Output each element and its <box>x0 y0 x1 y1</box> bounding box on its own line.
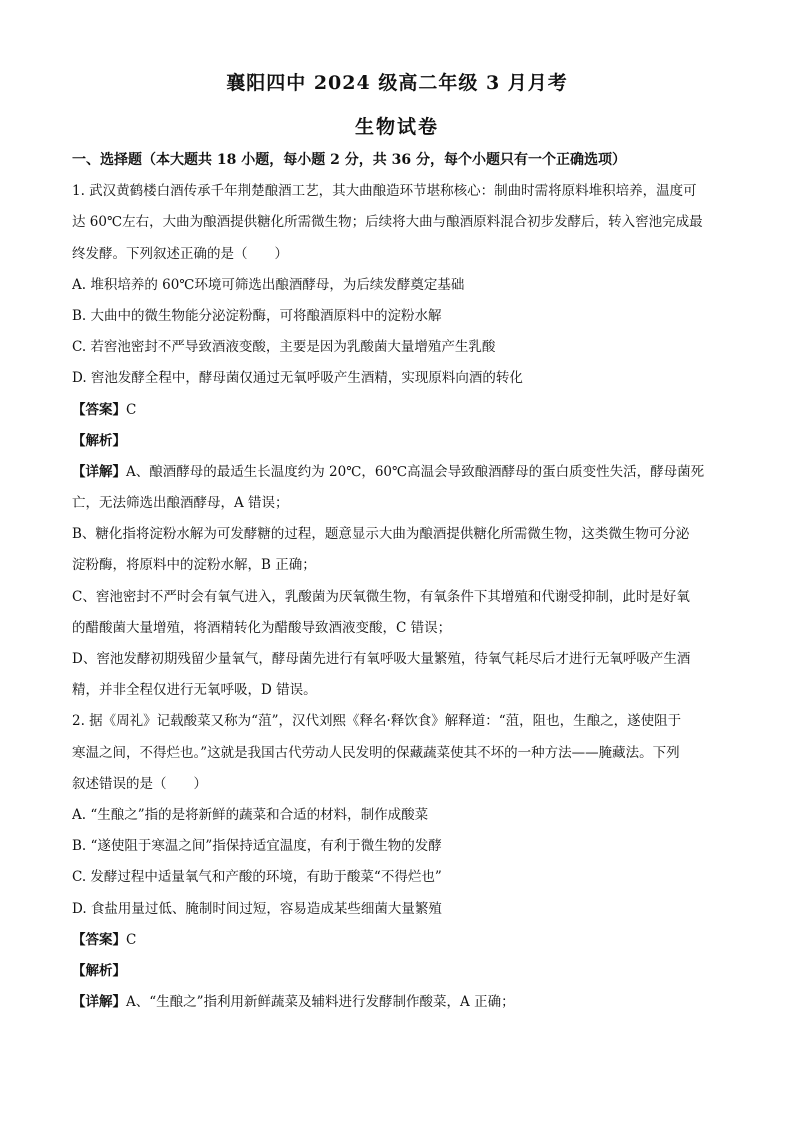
detail-text: A、“生酿之”指利用新鲜蔬菜及辅料进行发酵制作酸菜，A 正确； <box>126 994 515 1011</box>
answer-label: 【答案】 <box>72 401 126 418</box>
q1-detail-line: 淀粉酶，将原料中的淀粉水解，B 正确； <box>72 557 316 574</box>
q2-option-b: B. “遂使阻于寒温之间”指保持适宜温度，有利于微生物的发酵 <box>72 838 442 855</box>
exam-title: 襄阳四中 2024 级高二年级 3 月月考 <box>226 72 568 94</box>
q1-stem-line: 1. 武汉黄鹤楼白酒传承千年荆楚酿酒工艺，其大曲酿造环节堪称核心：制曲时需将原料堆积培养，温度可 <box>72 183 697 200</box>
q1-option-b: B. 大曲中的微生物能分泌淀粉酶，可将酿酒原料中的淀粉水解 <box>72 307 442 324</box>
q2-stem-line: 叙述错误的是（ ） <box>72 775 207 792</box>
q1-detail-line <box>72 462 724 493</box>
q2-analysis-label: 【解析】 <box>72 962 126 979</box>
q2-detail-line <box>72 992 724 1023</box>
q1-analysis-label: 【解析】 <box>72 432 126 449</box>
section-heading: 一、选择题（本大题共 18 小题，每小题 2 分，共 36 分，每个小题只有一个正确选项） <box>72 152 626 168</box>
answer-label: 【答案】 <box>72 931 126 948</box>
q1-stem-line: 达 60℃左右，大曲为酿酒提供糖化所需微生物；后续将大曲与酿酒原料混合初步发酵后，转入窖池完成最 <box>72 214 703 231</box>
q1-stem-line: 终发酵。下列叙述正确的是（ ） <box>72 245 288 262</box>
q1-detail-line: 亡，无法筛选出酿酒酵母，A 错误； <box>72 495 289 512</box>
q1-detail-line: B、糖化指将淀粉水解为可发酵糖的过程，题意显示大曲为酿酒提供糖化所需微生物，这类微生物可分泌 <box>72 526 690 543</box>
q2-option-a: A. “生酿之”指的是将新鲜的蔬菜和合适的材料，制作成酸菜 <box>72 806 429 823</box>
q2-answer <box>72 930 724 961</box>
document-body <box>72 150 724 1023</box>
exam-subtitle: 生物试卷 <box>354 116 439 138</box>
detail-label: 【详解】 <box>72 994 126 1011</box>
q1-option-d: D. 窖池发酵全程中，酵母菌仅通过无氧呼吸产生酒精，实现原料向酒的转化 <box>72 370 523 387</box>
q1-option-a: A. 堆积培养的 60℃环境可筛选出酿酒酵母，为后续发酵奠定基础 <box>72 276 465 293</box>
q1-answer <box>72 400 724 431</box>
q2-stem-line: 寒温之间，不得烂也。”这就是我国古代劳动人民发明的保藏蔬菜使其不坏的一种方法——腌藏法。下列 <box>72 744 680 761</box>
q1-detail-line: 精，并非全程仅进行无氧呼吸，D 错误。 <box>72 682 317 699</box>
q2-option-c: C. 发酵过程中适量氧气和产酸的环境，有助于酸菜“不得烂也” <box>72 869 442 886</box>
q1-detail-line: D、窖池发酵初期残留少量氧气，酵母菌先进行有氧呼吸大量繁殖，待氧气耗尽后才进行无氧呼吸产生酒 <box>72 651 691 667</box>
q1-option-c: C. 若窖池密封不严导致酒液变酸，主要是因为乳酸菌大量增殖产生乳酸 <box>72 339 496 356</box>
answer-value: C <box>126 401 137 418</box>
q2-stem-line: 2. 据《周礼》记载酸菜又称为“菹”，汉代刘熙《释名·释饮食》解释道：“菹，阻也，生酿之，遂使阻于 <box>72 713 682 730</box>
q2-option-d: D. 食盐用量过低、腌制时间过短，容易造成某些细菌大量繁殖 <box>72 900 442 917</box>
answer-value: C <box>126 931 137 948</box>
detail-label: 【详解】 <box>72 463 126 480</box>
q1-detail-line: 的醋酸菌大量增殖，将酒精转化为醋酸导致酒液变酸，C 错误； <box>72 619 452 636</box>
q1-detail-line: C、窖池密封不严时会有氧气进入，乳酸菌为厌氧微生物，有氧条件下其增殖和代谢受抑制，此时是好氧 <box>72 588 690 605</box>
detail-text: A、酿酒酵母的最适生长温度约为 20℃，60℃高温会导致酿酒酵母的蛋白质变性失活，酵母菌死 <box>126 463 705 480</box>
